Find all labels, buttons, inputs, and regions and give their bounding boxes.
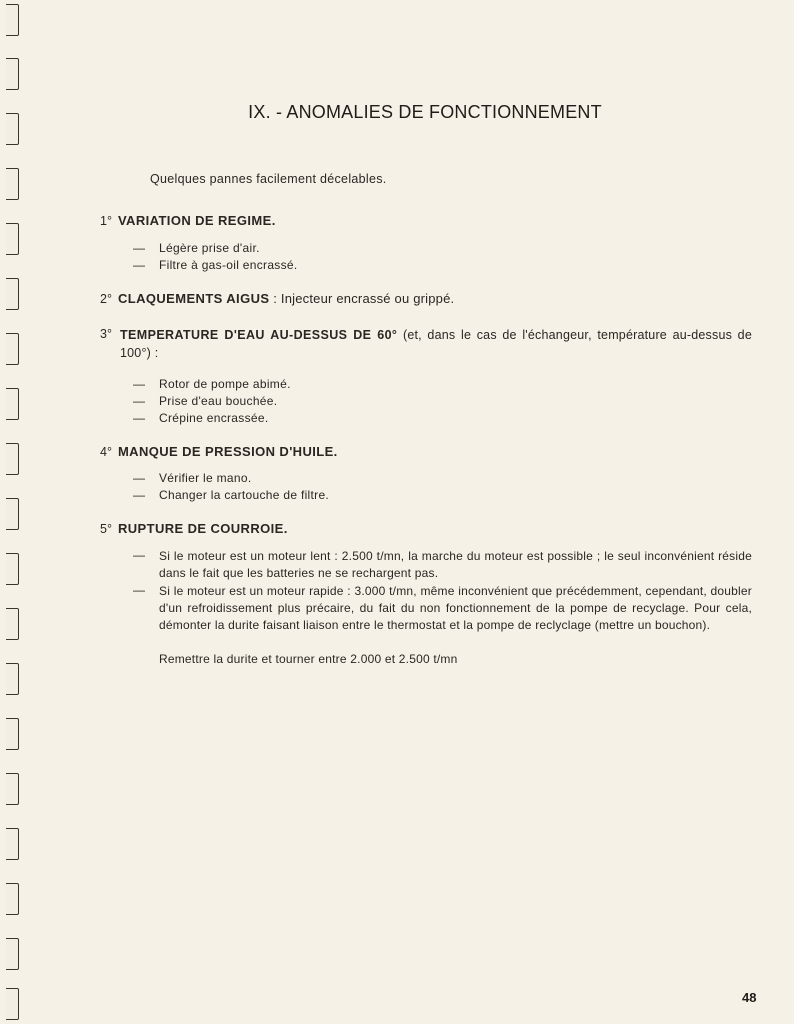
section-4-heading: 4° MANQUE DE PRESSION D'HUILE.: [100, 444, 338, 459]
dash-mark: —: [133, 548, 145, 562]
section-5-paragraph-2: Si le moteur est un moteur rapide : 3.000 t/mn, même inconvénient que précédemment, cependant, doubler d'un refroidissement plus précaire, du fait du non fonctionnement de la pompe de recyclage. Pour cela, démonter la durite faisant liaison entre le thermostat et la pompe de reclyclage (mettre un bouchon).: [159, 584, 752, 632]
section-3-heading: TEMPERATURE D'EAU AU-DESSUS DE 60° (et, dans le cas de l'échangeur, température au-dessus de 100°) :: [120, 328, 752, 360]
page-title: IX. - ANOMALIES DE FONCTIONNEMENT: [248, 102, 602, 122]
list-item: — Légère prise d'air.: [133, 241, 260, 255]
list-item: — Filtre à gas-oil encrassé.: [133, 258, 298, 272]
section-5-heading: 5° RUPTURE DE COURROIE.: [100, 521, 288, 536]
section-5-paragraph-3: Remettre la durite et tourner entre 2.000 et 2.500 t/mn: [159, 652, 458, 666]
spiral-binding: [0, 0, 30, 1024]
section-2-heading: 2° CLAQUEMENTS AIGUS : Injecteur encrassé ou grippé.: [100, 291, 455, 306]
list-item: — Prise d'eau bouchée.: [133, 394, 278, 408]
section-1-heading: 1° VARIATION DE REGIME.: [100, 213, 276, 228]
list-item: — Vérifier le mano.: [133, 471, 252, 485]
dash-mark: —: [133, 583, 145, 597]
intro-text: Quelques pannes facilement décelables.: [150, 172, 387, 186]
page-number: 48: [742, 990, 757, 1005]
section-3-number: 3°: [100, 327, 112, 341]
list-item: — Crépine encrassée.: [133, 411, 269, 425]
list-item: — Rotor de pompe abimé.: [133, 377, 291, 391]
list-item: — Changer la cartouche de filtre.: [133, 488, 330, 502]
section-5-paragraph-1: Si le moteur est un moteur lent : 2.500 t/mn, la marche du moteur est possible ; le seul inconvénient réside dans le fait que les batteries ne se rechargent pas.: [159, 549, 752, 580]
